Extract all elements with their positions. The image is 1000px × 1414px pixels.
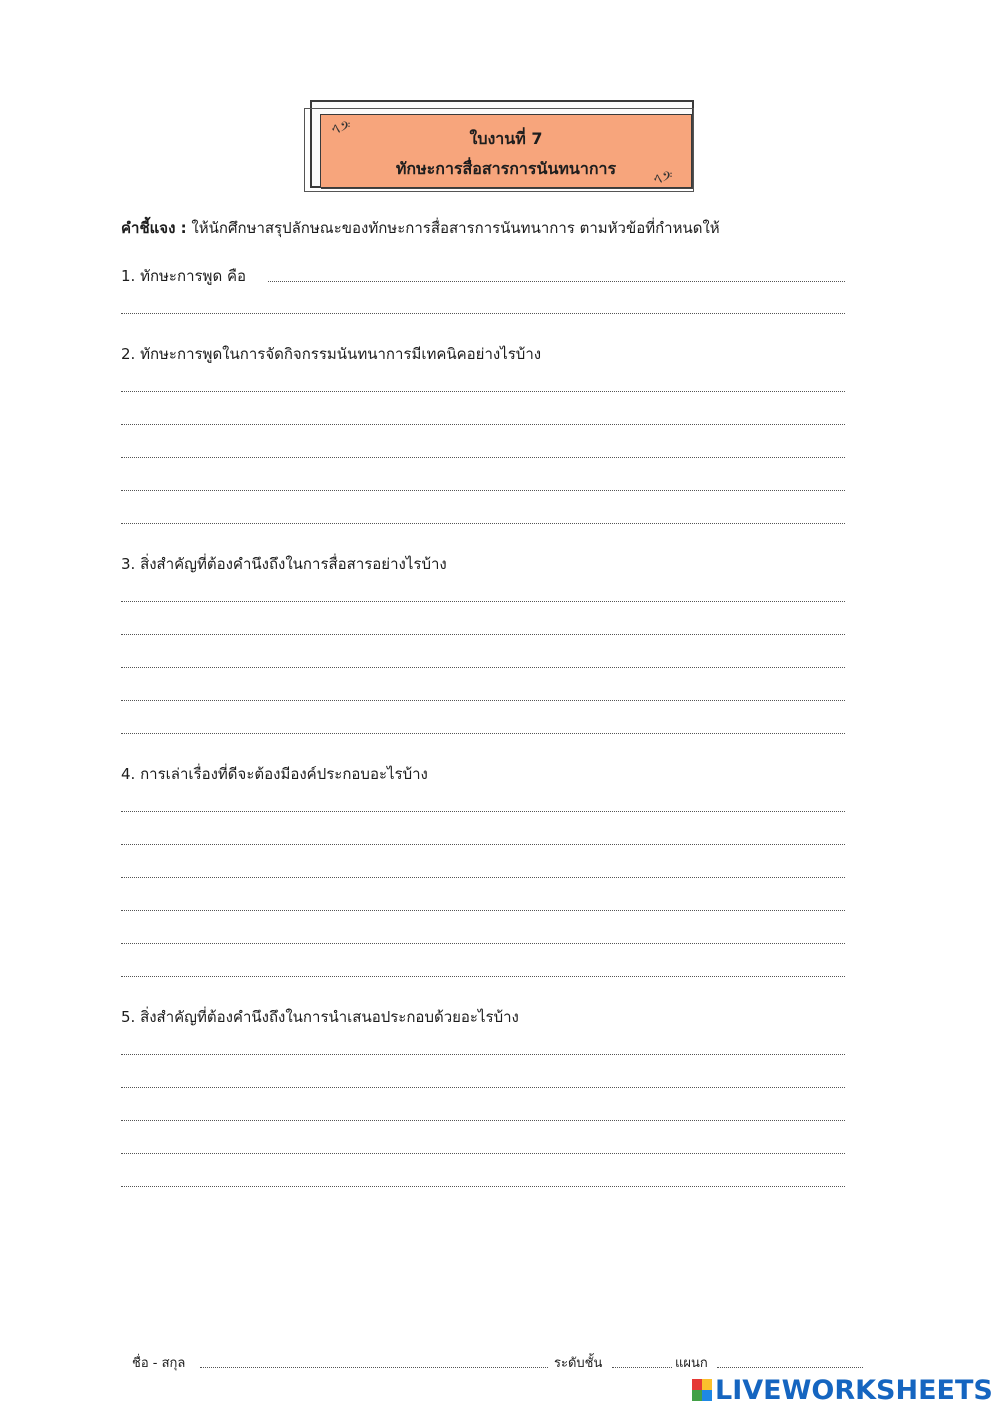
answer-line[interactable]: [121, 1054, 845, 1055]
answer-line[interactable]: [121, 976, 845, 977]
liveworksheets-logo: [692, 1374, 993, 1406]
answer-line[interactable]: [121, 1087, 845, 1088]
department-field[interactable]: [717, 1367, 863, 1368]
brand-name: LIVEWORKSHEETS: [715, 1374, 993, 1406]
answer-line[interactable]: [121, 391, 845, 392]
answer-line[interactable]: [121, 634, 845, 635]
answer-line[interactable]: [121, 1186, 845, 1187]
name-label: ชื่อ - สกุล: [132, 1356, 186, 1371]
department-label: แผนก: [675, 1356, 708, 1371]
answer-line[interactable]: [121, 601, 845, 602]
question-1: 1. ทักษะการพูด คือ: [121, 267, 246, 285]
worksheet-number: ใบงานที่ 7: [469, 129, 543, 148]
bird-decoration-icon: ﾍ𝄢: [654, 169, 673, 188]
answer-line[interactable]: [121, 523, 845, 524]
answer-line[interactable]: [121, 424, 845, 425]
answer-line[interactable]: [121, 844, 845, 845]
answer-line[interactable]: [121, 700, 845, 701]
answer-line[interactable]: [121, 1120, 845, 1121]
worksheet-title: ทักษะการสื่อสารการนันทนาการ: [395, 159, 617, 178]
level-field[interactable]: [612, 1367, 672, 1368]
title-banner: [302, 100, 698, 192]
bird-decoration-icon: ﾍ𝄢: [332, 119, 351, 138]
answer-line[interactable]: [121, 910, 845, 911]
logo-blocks-icon: [692, 1379, 712, 1401]
instructions: [121, 216, 720, 240]
level-label: ระดับชั้น: [554, 1356, 603, 1371]
answer-line[interactable]: [121, 667, 845, 668]
question-2: 2. ทักษะการพูดในการจัดกิจกรรมนันทนาการมีเทคนิคอย่างไรบ้าง: [121, 345, 542, 363]
instructions-label: คำชี้แจง :: [121, 219, 187, 237]
answer-line[interactable]: [268, 281, 845, 282]
answer-line[interactable]: [121, 313, 845, 314]
banner-card: [320, 114, 692, 188]
answer-line[interactable]: [121, 877, 845, 878]
answer-line[interactable]: [121, 1153, 845, 1154]
question-5: 5. สิ่งสำคัญที่ต้องคำนึงถึงในการนำเสนอประกอบด้วยอะไรบ้าง: [121, 1008, 519, 1026]
answer-line[interactable]: [121, 943, 845, 944]
answer-line[interactable]: [121, 811, 845, 812]
instructions-text: ให้นักศึกษาสรุปลักษณะของทักษะการสื่อสารการนันทนาการ ตามหัวข้อที่กำหนดให้: [191, 219, 720, 237]
answer-line[interactable]: [121, 733, 845, 734]
answer-line[interactable]: [121, 490, 845, 491]
name-field[interactable]: [200, 1367, 548, 1368]
answer-line[interactable]: [121, 457, 845, 458]
question-4: 4. การเล่าเรื่องที่ดีจะต้องมีองค์ประกอบอะไรบ้าง: [121, 765, 428, 783]
question-3: 3. สิ่งสำคัญที่ต้องคำนึงถึงในการสื่อสารอย่างไรบ้าง: [121, 555, 447, 573]
